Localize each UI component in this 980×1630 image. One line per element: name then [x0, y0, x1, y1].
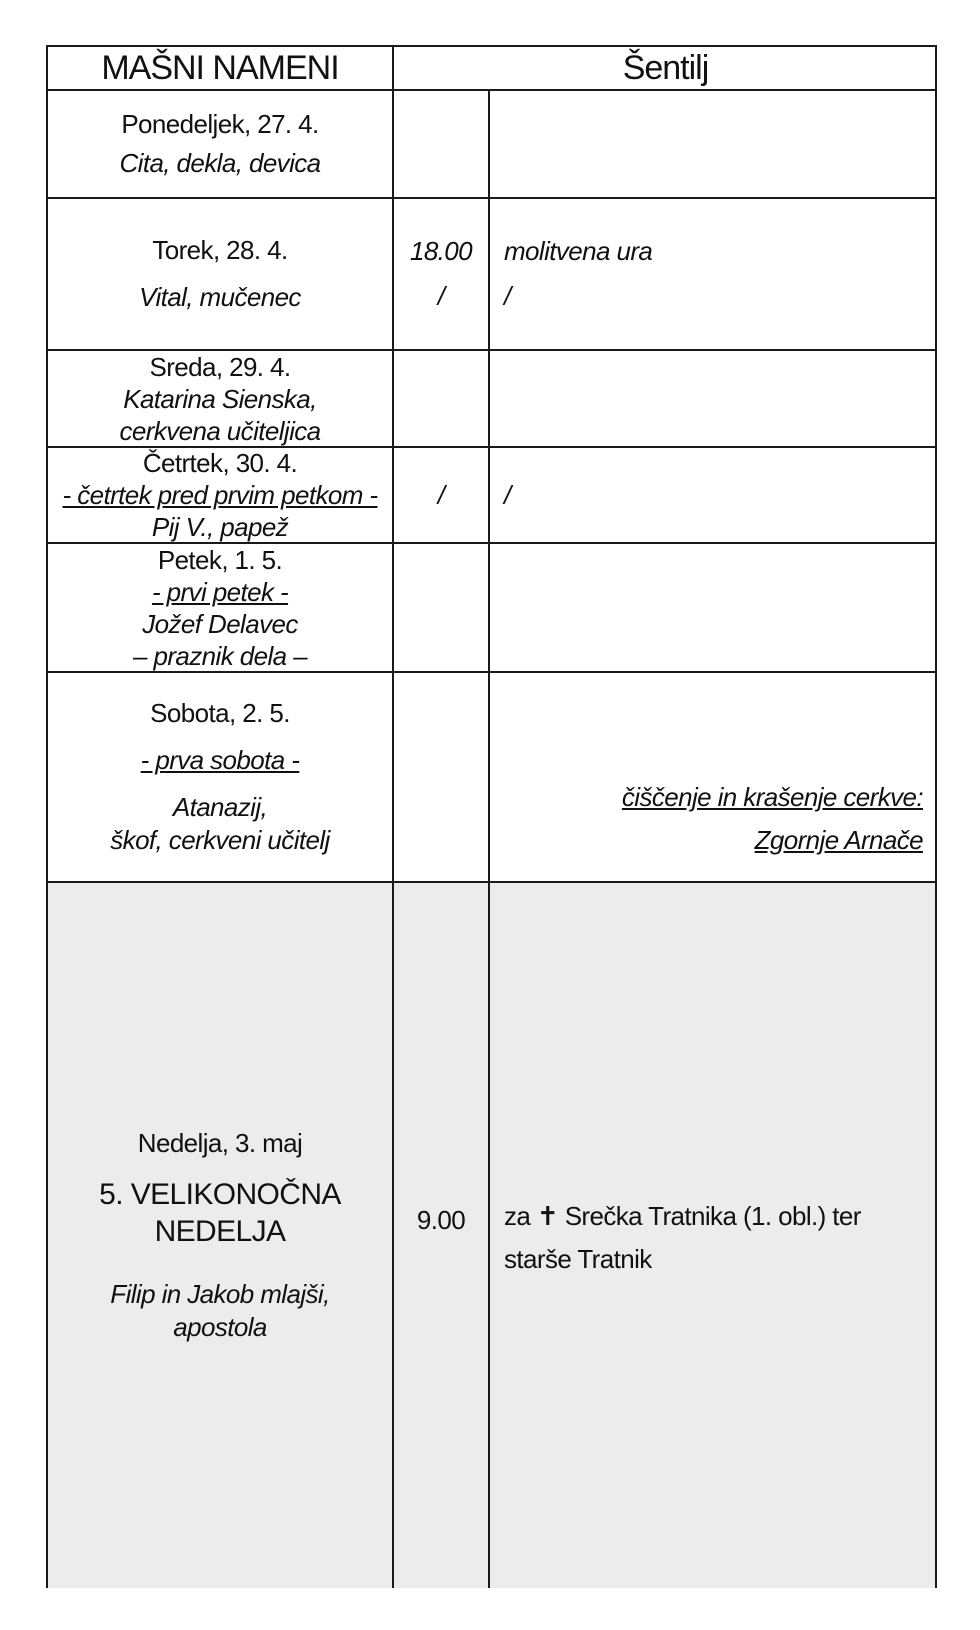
day-saint: Jožef Delavec [142, 608, 298, 639]
day-date: Sobota, 2. 5. [150, 698, 290, 728]
day-saint: Cita, dekla, devica [119, 148, 321, 178]
day-feast: - prvi petek - [151, 576, 289, 607]
day-cell-wednesday [48, 351, 392, 446]
day-date: Torek, 28. 4. [152, 235, 288, 265]
note-cell-thursday [490, 448, 937, 542]
day-date: Sreda, 29. 4. [149, 351, 291, 382]
intention-text: starše Tratnik [504, 1243, 652, 1274]
day-saint: Atanazij, [172, 792, 268, 822]
time-cell-tuesday [394, 199, 488, 349]
day-feast: - četrtek pred prvim petkom - [62, 480, 378, 510]
mass-intentions-table [46, 45, 937, 1588]
day-date: Ponedeljek, 27. 4. [121, 109, 319, 139]
day-saint: Katarina Sienska, [123, 383, 317, 414]
intention-text: / [504, 281, 511, 311]
sunday-title: 5. VELIKONOČNA [99, 1178, 341, 1211]
note-cell-sunday [490, 883, 937, 1588]
day-saint: Vital, mučenec [139, 282, 301, 312]
time-cell-sunday [394, 883, 488, 1588]
note-cell-tuesday [490, 199, 937, 349]
day-saint: Filip in Jakob mlajši, [110, 1279, 330, 1309]
header-parish-title: Šentilj [622, 48, 709, 87]
day-saint: apostola [173, 1312, 267, 1342]
day-cell-tuesday [48, 199, 392, 349]
day-date: Četrtek, 30. 4. [142, 448, 298, 478]
day-feast: - prva sobota - [140, 745, 300, 775]
cleaning-village: Zgornje Arnače [754, 825, 923, 855]
time-cell-thursday [394, 448, 488, 542]
day-cell-thursday [48, 448, 392, 542]
mass-time: 18.00 [409, 236, 473, 266]
intention-text: / [504, 479, 511, 510]
mass-time: 9.00 [416, 1205, 466, 1235]
day-cell-saturday [48, 673, 392, 881]
day-holiday: – praznik dela – [133, 640, 307, 671]
mass-time: / [437, 281, 445, 311]
day-saint: cerkvena učiteljica [119, 415, 321, 446]
note-cell-saturday [490, 673, 937, 881]
day-saint: škof, cerkveni učitelj [110, 825, 330, 855]
day-cell-monday [48, 91, 392, 197]
day-date: Petek, 1. 5. [157, 544, 283, 575]
day-date: Nedelja, 3. maj [137, 1128, 303, 1158]
day-cell-sunday [48, 883, 392, 1588]
sunday-title: NEDELJA [154, 1215, 286, 1248]
mass-time: / [437, 479, 445, 510]
day-saint: Pij V., papež [151, 512, 289, 542]
day-cell-friday [48, 544, 392, 671]
cleaning-note: čiščenje in krašenje cerkve: [621, 782, 923, 812]
header-left-title: MAŠNI NAMENI [101, 48, 339, 87]
intention-text: za ✝ Srečka Tratnika (1. obl.) ter [504, 1200, 861, 1231]
intention-text: molitvena ura [504, 236, 653, 266]
